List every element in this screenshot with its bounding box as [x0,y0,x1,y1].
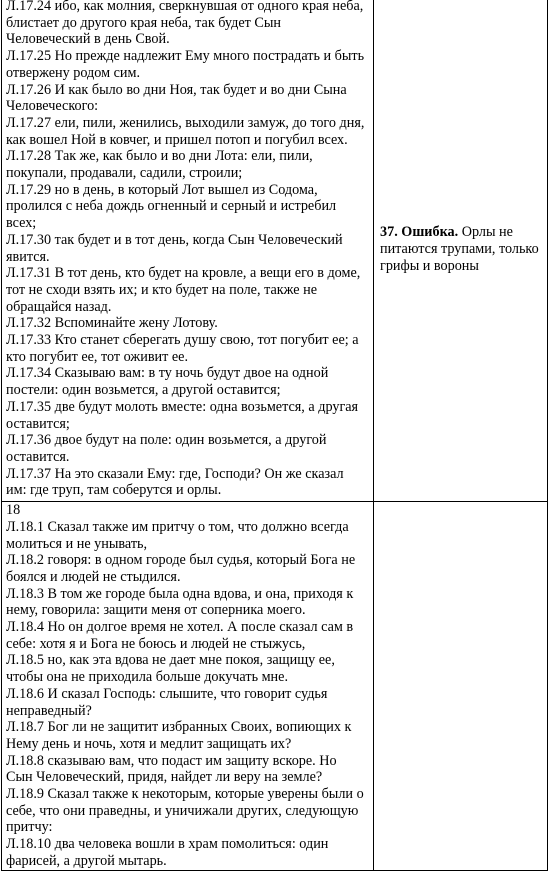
verse-line: Л.17.32 Вспоминайте жену Лотову. [6,315,218,332]
verse-line: Л.17.26 И как было во дни Ноя, так будет и во дни Сына [6,81,347,98]
verse-line: Человеческого: [6,98,99,115]
verse-line: Л.17.31 В тот день, кто будет на кровле, а вещи его в доме, [6,265,361,282]
verse-line: боялся и людей не стыдился. [6,568,181,585]
verse-line: Л.18.8 сказываю вам, что подаст им защиту вскоре. Но [6,752,337,769]
commentary-heading: 37. Ошибка. [380,224,459,241]
verse-line: Л.18.7 Бог ли не защитит избранных Своих, вопиющих к [6,719,352,736]
verse-line: блистает до другого края неба, так будет Сын [6,14,281,31]
verse-line: Л.18.1 Сказал также им притчу о том, что должно всегда [6,518,349,535]
verse-text-cell [2,0,374,502]
verse-line: всех; [6,215,37,232]
document-table [1,0,548,871]
verse-line: кто погубит ее, тот оживит ее. [6,348,188,365]
verse-line: Л.17.35 две будут молоть вместе: одна возьмется, а другая [6,398,359,415]
verse-line: постели: один возьмется, а другой оставится; [6,382,281,399]
commentary-text-2: питаются трупами, только [380,241,539,258]
commentary-text-1: Орлы не [458,224,513,241]
verse-line: Л.17.29 но в день, в который Лот вышел из Содома, [6,181,318,198]
verse-line: тот не сходи взять их; и кто будет на поле, также не [6,281,317,298]
verse-line: отвержену родом сим. [6,64,141,81]
verse-line: притчу: [6,819,53,836]
table-row [2,0,548,502]
verse-line: Сын Человеческий, придя, найдет ли веру на земле? [6,769,323,786]
verse-line: неправедный? [6,702,92,719]
verse-line: чтобы она не приходила больше докучать мне. [6,669,288,686]
verse-line: Л.17.30 так будет и в тот день, когда Сын Человеческий [6,231,343,248]
verse-line: Л.17.27 ели, пили, женились, выходили замуж, до того дня, [6,114,365,131]
verse-line: себе, что они праведны, и уничижали других, следующую [6,802,359,819]
verse-line: фарисей, а другой мытарь. [6,852,167,869]
verse-line: Л.18.5 но, как эта вдова не дает мне покоя, защищу ее, [6,652,335,669]
verse-line: Л.17.37 На это сказали Ему: где, Господи? Он же сказал [6,465,344,482]
verse-line: себе: хотя я и Бога не боюсь и людей не стыжусь, [6,635,306,652]
verse-line: как вошел Ной в ковчег, и пришел потоп и погубил всех. [6,131,348,148]
verse-line: 18 [6,502,21,519]
commentary-cell [374,0,548,502]
verse-line: Л.17.24 ибо, как молния, сверкнувшая от одного края неба, [6,0,364,14]
verse-line: пролился с неба дождь огненный и серный и истребил [6,198,337,215]
verse-line: Л.17.25 Но прежде надлежит Ему много пострадать и быть [6,48,365,65]
verse-line: Л.18.4 Но он долгое время не хотел. А после сказал сам в [6,619,354,636]
verse-line: оставится. [6,448,70,465]
verse-line: Л.17.33 Кто станет сберегать душу свою, тот погубит ее; а [6,332,359,349]
verse-line: Л.18.10 два человека вошли в храм помолиться: один [6,836,329,853]
commentary-text-3: грифы и вороны [380,257,479,274]
verse-line: Л.18.2 говоря: в одном городе был судья, который Бога не [6,552,356,569]
verse-line: Л.18.6 И сказал Господь: слышите, что говорит судья [6,685,328,702]
table-row [2,502,548,870]
verse-line: Нему день и ночь, хотя и медлит защищать их? [6,735,292,752]
verse-line: нему, говорила: защити меня от соперника моего. [6,602,306,619]
verse-line: Л.17.28 Так же, как было и во дни Лота: ели, пили, [6,148,313,165]
verse-line: Л.17.34 Сказываю вам: в ту ночь будут двое на одной [6,365,329,382]
verse-line: молиться и не унывать, [6,535,148,552]
verse-line: Л.18.3 В том же городе была одна вдова, и она, приходя к [6,585,354,602]
commentary-cell-empty [374,502,548,870]
verse-line: Человеческий в день Свой. [6,31,170,48]
verse-line: Л.17.36 двое будут на поле: один возьмется, а другой [6,432,327,449]
verse-line: покупали, продавали, садили, строили; [6,165,243,182]
verse-line: явится. [6,248,50,265]
verse-line: Л.18.9 Сказал также к некоторым, которые уверены были о [6,786,364,803]
verse-line: им: где труп, там соберутся и орлы. [6,482,222,499]
verse-line: оставится; [6,415,70,432]
verse-text-cell [2,502,374,870]
verse-line: обращайся назад. [6,298,112,315]
